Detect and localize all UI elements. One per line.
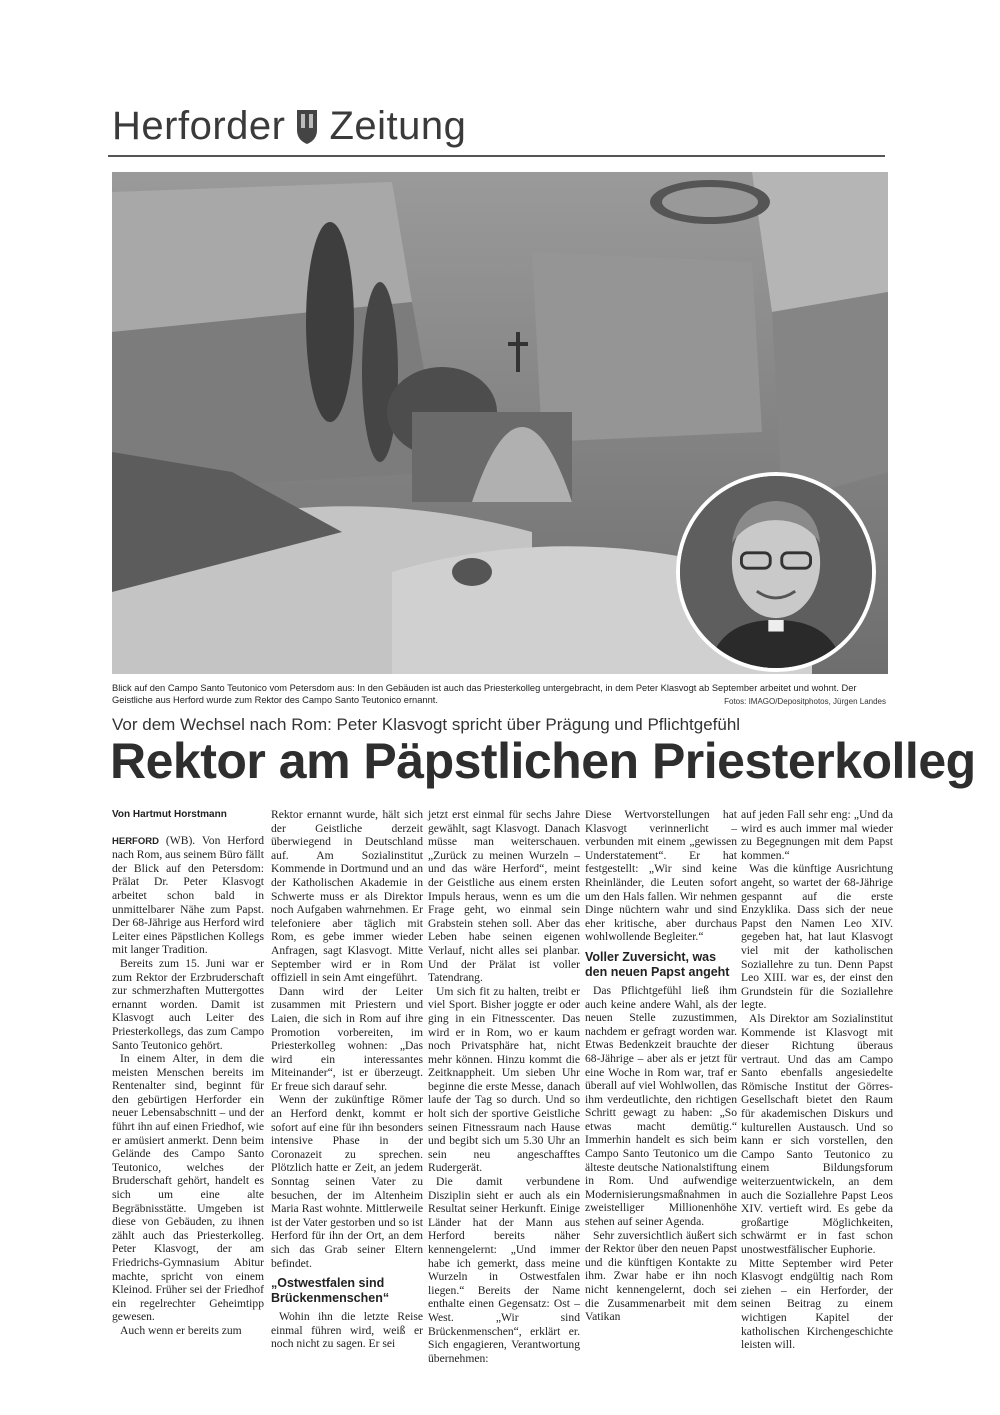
masthead-left: Herforder (112, 103, 286, 148)
masthead-rule (108, 155, 885, 157)
portrait-photo (676, 472, 876, 672)
paragraph: Mitte September wird Peter Klasvogt endgültig nach Rom ziehen – ein Herforder, der seinen Beitrag zu einem wichtigen Kapitel der katholischen Kirchengeschichte leisten will. (741, 1256, 893, 1352)
paragraph: Als Direktor am Sozialinstitut Kommende ist Klasvogt mit dieser Richtung überaus vertraut. Und das am Campo Santo ebenfalls angesiedelte Römische Institut der Görres-Gesellschaft bietet den Raum für akademischen Diskurs und kulturellen Austausch. Und so kann er sich vorstellen, den Campo Santo Teutonico zu einem Bildungsforum weiterzuentwickeln, an dem auch die Soziallehre Papst Leos XIV. vertieft wird. Es gebe da großartige Möglichkeiten, schwärmt er in fast schon unostwestfälischer Euphorie. (741, 1011, 893, 1256)
paragraph: Wenn der zukünftige Römer an Herford denkt, kommt er sofort auf eine für ihn besonders intensive Phase in der Coronazeit zu sprechen. Plötzlich hatte er Zeit, an jedem Sonntag seinen Vater zu besuchen, der im Altenheim Maria Rast wohnte. Mittlerweile ist der Vater gestorben und so ist Herford für ihn der Ort, an dem sich das Grab seiner Eltern befindet. (271, 1093, 423, 1270)
paragraph: Das Pflichtgefühl ließ ihm auch keine andere Wahl, als der neuen Stelle zuzustimmen, nachdem er gefragt worden war. Etwas Bedenkzeit brauchte der 68-Jährige – aber als er jetzt für eine Woche in Rom war, traf er überall auf viel Wohlwollen, das ihm verdeutlichte, den richtigen Schritt gewagt zu haben: „So etwas macht demütig.“ Immerhin handelt es sich beim Campo Santo Teutonico um die älteste deutsche Nationalstiftung in Rom. Und aufwendige Modernisierungsmaßnahmen in zweistelliger Millionenhöhe stehen auf seiner Agenda. (585, 983, 737, 1229)
masthead-right: Zeitung (329, 103, 467, 148)
paragraph: Die damit verbundene Disziplin sieht er auch als ein Resultat seiner Herkunft. Einige Länder hat der Mann aus Herford bereits näher kennengelernt: „Und immer habe ich gemerkt, dass meine Wurzeln in Ostwestfalen liegen.“ Bereits der Name enthalte einen Gegensatz: Ost – West. „Wir sind Brückenmenschen“, erklärt er. Sich engagieren, Verantwortung übernehmen: (428, 1175, 580, 1365)
paragraph: Sehr zuversichtlich äußert sich der Rektor über den neuen Papst und die künftigen Kontakte zu ihm. Zwar habe er ihn noch nicht kennengelernt, doch sei die Zusammenarbeit mit dem Vatikan (585, 1228, 737, 1324)
paragraph: Wohin ihn die letzte Reise einmal führen wird, weiß er noch nicht zu sagen. Er sei (271, 1310, 423, 1351)
paragraph: Auch wenn er bereits zum (120, 1323, 242, 1337)
paragraph: Um sich fit zu halten, treibt er viel Sport. Bisher joggte er oder ging in ein Fitnesscenter. Das wird er in Rom, wo er kaum noch Privatsphäre hat, nicht mehr können. Hinzu kommt die Zeitknappheit. Um sieben Uhr beginne die erste Messe, danach laufe der Tag so durch. Und so holt sich der sportive Geistliche seinen Fitnessraum nach Hause und begibt sich um 5.30 Uhr an sein neu angeschafftes Rudergerät. (428, 984, 580, 1175)
byline: Von Hartmut Horstmann (112, 809, 227, 820)
paragraph: HERFORD (WB). Von Herford nach Rom, aus seinem Büro fällt der Blick auf den Petersdom: Prälat Dr. Peter Klasvogt arbeitet schon bald in unmittelbarer Nähe zum Papst. Der 68-Jährige aus Herford wird Leiter eines Päpstlichen Kollegs mit langer Tradition. (112, 833, 264, 957)
article-subhead: Vor dem Wechsel nach Rom: Peter Klasvogt spricht über Prägung und Pflichtgefühl (112, 715, 741, 734)
paragraph: Diese Wertvorstellungen hat Klasvogt verinnerlicht – verbunden mit einem „gewissen Understatement“. Er hat festgestellt: „Wir sind keine Rheinländer, die Leuten sofort um den Hals fallen. Wir nehmen Dinge nüchtern wahr und sind eher kritische, aber durchaus wohlwollende Begleiter.“ (585, 808, 737, 944)
crest-icon (293, 106, 321, 146)
paragraph: Rektor ernannt wurde, hält sich der Geistliche derzeit überwiegend in Deutschland auf. Am Sozialinstitut Kommende in Dortmund und an der Katholischen Akademie in Schwerte muss er als Direktor noch Aufgaben wahrnehmen. Er telefoniere aber täglich mit Rom, es gebe immer wieder Anfragen, sagt Klasvogt. Mitte September wird er in Rom offiziell in sein Amt eingeführt. (271, 808, 423, 985)
paragraph: auf jeden Fall sehr eng: „Und da wird es auch immer mal wieder zu Begegnungen mit dem Papst kommen.“ (741, 808, 893, 862)
dateline: HERFORD (112, 835, 159, 847)
paragraph: Bereits zum 15. Juni war er zum Rektor der Erzbruderschaft zur schmerzhaften Muttergottes ernannt worden. Damit ist Klasvogt auch Leiter des Priesterkollegs, das zum Campo Santo Teutonico gehört. (112, 956, 264, 1052)
article-column-2 (271, 808, 423, 1351)
paragraph: jetzt erst einmal für sechs Jahre gewählt, sagt Klasvogt. Danach müsse man weiterschauen. „Zurück zu meinen Wurzeln – und das wäre Herford“, meint der Geistliche aus einem ersten Impuls heraus, wenn es um die Frage geht, wo einmal sein Grabstein stehen soll. Aber das Leben habe seinen eigenen Verlauf, nicht alles sei planbar. Und der Prälat ist voller Tatendrang. (428, 808, 580, 985)
intertitle: „Ostwestfalen sind Brückenmenschen“ (271, 1276, 390, 1306)
article-column-5 (741, 808, 893, 1352)
paragraph: In einem Alter, in dem die meisten Menschen bereits im Rentenalter sind, beginnt für den gebürtigen Herforder ein neuer Lebensabschnitt – und der führt ihn auf einen Friedhof, wie er amüsiert anmerkt. Denn beim Gelände des Campo Santo Teutonico, welches der Bruderschaft gehört, handelt es sich um eine alte Begräbnisstätte. Umgeben ist diese von Gebäuden, zu ihnen zählt auch das Priesterkolleg. Peter Klasvogt, der am Friedrichs-Gymnasium Abitur machte, spricht von einem Kleinod. Früher sei der Friedhof ein regelrechter Geheimtipp gewesen. (112, 1052, 264, 1324)
article-column-3 (428, 808, 580, 1365)
masthead (112, 100, 466, 152)
paragraph: Dann wird der Leiter zusammen mit Priestern und Laien, die sich in Rom auf ihre Promotion vorbereiten, im Priesterkolleg wohnen: „Das wird ein interessantes Miteinander“, ist er überzeugt. Er freue sich darauf sehr. (271, 984, 423, 1093)
article-headline: Rektor am Päpstlichen Priesterkolleg (110, 733, 976, 789)
photo-caption: Blick auf den Campo Santo Teutonico vom Petersdom aus: In den Gebäuden ist auch das Priesterkolleg untergebracht, in dem Peter Klasvogt ab September arbeitet und wohnt. Der Geistliche aus Herford wurde zum Rektor des Campo Santo Teutonico ernannt. (112, 683, 857, 705)
photo-credit: Fotos: IMAGO/Depositphotos, Jürgen Landes (724, 697, 886, 706)
paragraph: Was die künftige Ausrichtung angeht, so wartet der 68-Jährige gespannt auf die erste Enzyklika. Dass sich der neue Papst den Namen Leo XIV. gegeben hat, hat laut Klasvogt viel mit der katholischen Soziallehre zu tun. Denn Papst Leo XIII. war es, der einst den Grundstein für die Soziallehre legte. (741, 862, 893, 1012)
intertitle: Voller Zuversicht, was den neuen Papst angeht (585, 949, 730, 979)
article-column-1 (112, 808, 264, 1338)
article-column-4 (585, 808, 737, 1324)
